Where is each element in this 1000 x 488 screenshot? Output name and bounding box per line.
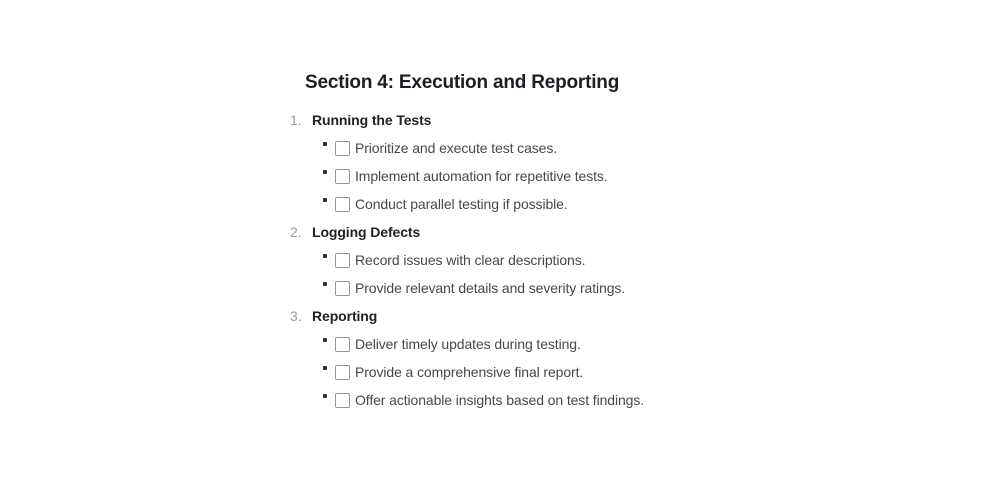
section-title-row	[290, 302, 850, 330]
checkbox-unchecked[interactable]	[335, 365, 350, 380]
checklist-section-running-the-tests	[290, 106, 850, 218]
bullet-icon	[323, 394, 327, 398]
bullet-icon	[323, 198, 327, 202]
checklist-item	[290, 330, 850, 358]
document-content	[290, 71, 850, 414]
section-title-row	[290, 218, 850, 246]
checklist-section-logging-defects	[290, 218, 850, 302]
section-number: 2.	[290, 224, 302, 240]
checklist-item	[290, 386, 850, 414]
section-title: Reporting	[312, 308, 378, 324]
checkbox-unchecked[interactable]	[335, 197, 350, 212]
checkbox-unchecked[interactable]	[335, 253, 350, 268]
section-title: Logging Defects	[312, 224, 421, 240]
page-title: Section 4: Execution and Reporting	[305, 72, 620, 93]
checklist-item-label: Record issues with clear descriptions.	[355, 252, 586, 268]
checkbox-unchecked[interactable]	[335, 169, 350, 184]
section-number: 3.	[290, 308, 302, 324]
checklist-item	[290, 162, 850, 190]
bullet-icon	[323, 170, 327, 174]
checklist-item-label: Conduct parallel testing if possible.	[355, 196, 568, 212]
bullet-icon	[323, 282, 327, 286]
checklist-item	[290, 358, 850, 386]
bullet-icon	[323, 142, 327, 146]
bullet-icon	[323, 338, 327, 342]
checklist-item	[290, 274, 850, 302]
section-title-row	[290, 106, 850, 134]
checklist	[290, 106, 850, 414]
checklist-item	[290, 246, 850, 274]
bullet-icon	[323, 254, 327, 258]
checklist-item	[290, 190, 850, 218]
checklist-item-label: Provide relevant details and severity ratings.	[355, 280, 626, 296]
bullet-icon	[323, 366, 327, 370]
checklist-item-label: Offer actionable insights based on test findings.	[355, 392, 645, 408]
checkbox-unchecked[interactable]	[335, 281, 350, 296]
checklist-item	[290, 134, 850, 162]
checkbox-unchecked[interactable]	[335, 393, 350, 408]
section-number: 1.	[290, 112, 302, 128]
checklist-item-label: Provide a comprehensive final report.	[355, 364, 584, 380]
checkbox-unchecked[interactable]	[335, 337, 350, 352]
checklist-item-label: Deliver timely updates during testing.	[355, 336, 581, 352]
checklist-section-reporting	[290, 302, 850, 414]
checkbox-unchecked[interactable]	[335, 141, 350, 156]
checklist-item-label: Implement automation for repetitive tests.	[355, 168, 608, 184]
section-title: Running the Tests	[312, 112, 432, 128]
checklist-item-label: Prioritize and execute test cases.	[355, 140, 558, 156]
